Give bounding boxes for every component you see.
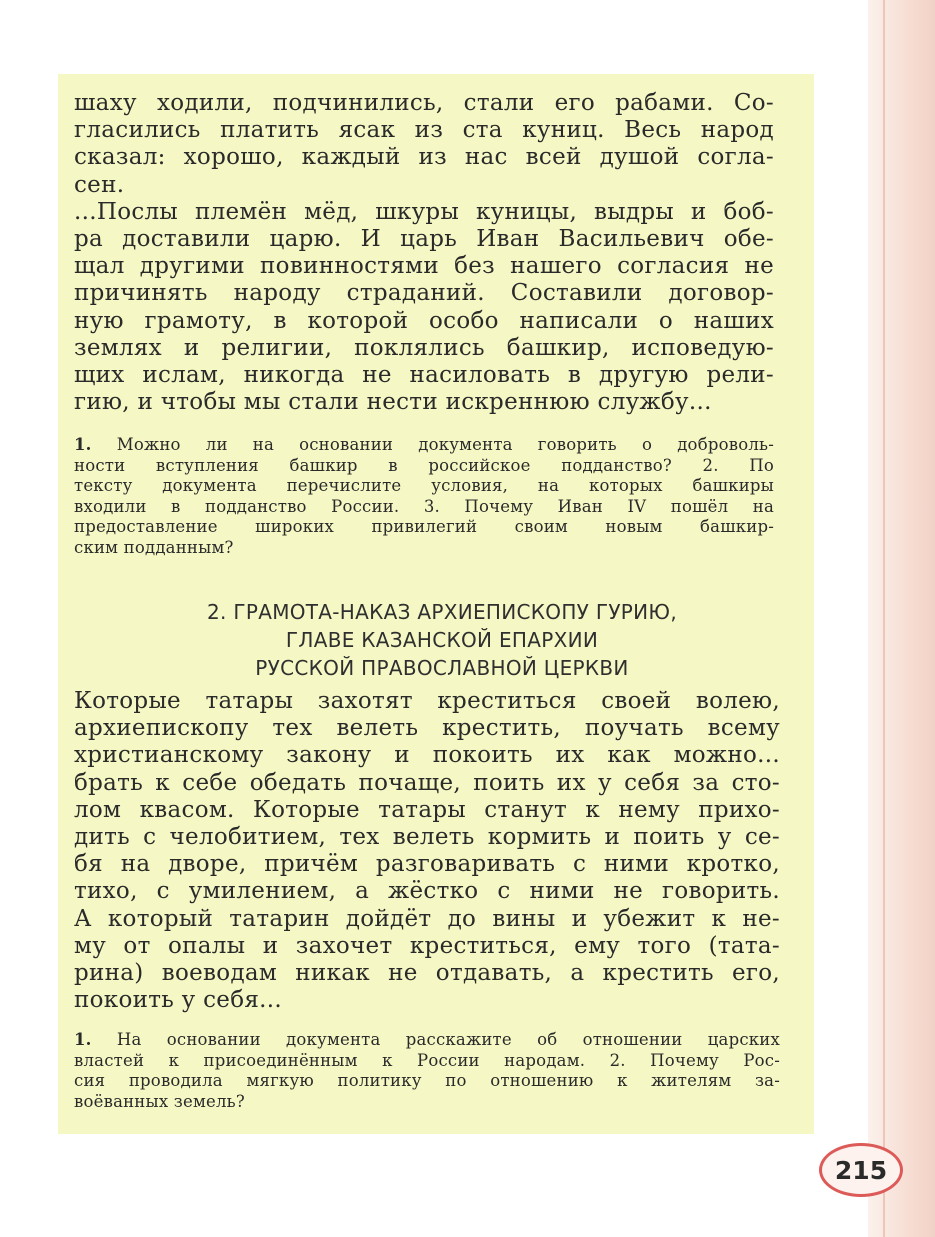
questions-1 [74, 435, 774, 558]
page-edge [868, 0, 935, 1237]
document-1-line: сен. [74, 171, 125, 198]
question-line [74, 435, 774, 456]
document-2-line: рина) воеводам никак не отдавать, а крестить его, [74, 960, 780, 987]
question-number: 1. [74, 1030, 92, 1049]
heading-line: ГЛАВЕ КАЗАНСКОЙ ЕПАРХИИ [285, 628, 599, 652]
document-2-line: дить с челобитием, тех велеть кормить и поить у се- [74, 824, 780, 851]
document-2-text [74, 688, 780, 1014]
document-1-line: гию, и чтобы мы стали нести искреннюю службу... [74, 389, 712, 416]
question-line: ским подданным? [74, 537, 234, 557]
question-line: входили в подданство России. 3. Почему Иван IV пошёл на [74, 496, 774, 516]
question-line: тексту документа перечислите условия, на которых башкиры [74, 476, 774, 495]
question-line: властей к присоединённым к России народам. 2. Почему Рос- [74, 1050, 780, 1070]
document-1-line: щих ислам, никогда не насиловать в другую рели- [74, 362, 774, 389]
document-2-line: христианскому закону и покоить их как можно... [74, 742, 780, 769]
question-line [74, 1030, 780, 1051]
document-2-line: лом квасом. Которые татары станут к нему прихо- [74, 796, 780, 823]
question-line: сия проводила мягкую политику по отношению к жителям за- [74, 1071, 780, 1090]
document-1-line: причинять народу страданий. Составили договор- [74, 280, 774, 307]
question-line: ности вступления башкир в российское подданство? 2. По [74, 455, 774, 475]
question-line: предоставление широких привилегий своим новым башкир- [74, 517, 774, 536]
section-heading [74, 598, 810, 682]
page-number: 215 [819, 1143, 903, 1197]
document-1-line: щал другими повинностями без нашего согласия не [74, 253, 774, 280]
document-2-line: Которые татары захотят креститься своей волею, [74, 688, 780, 714]
document-1-line: сказал: хорошо, каждый из нас всей душой согла- [74, 144, 774, 171]
document-2-line: покоить у себя... [74, 987, 283, 1014]
document-1-line: гласились платить ясак из ста куниц. Весь народ [74, 117, 774, 144]
document-1-line: шаху ходили, подчинились, стали его рабами. Со- [74, 90, 774, 116]
document-2-line: брать к себе обедать почаще, поить их у себя за сто- [74, 769, 780, 796]
heading-line: 2. ГРАМОТА-НАКАЗ АРХИЕПИСКОПУ ГУРИЮ, [207, 600, 677, 624]
question-text: Можно ли на основании документа говорить о доброволь- [116, 435, 774, 454]
document-2-line: му от опалы и захочет креститься, ему того (тата- [74, 932, 780, 959]
document-2-line: архиепископу тех велеть крестить, поучать всему [74, 715, 780, 742]
question-line: воёванных земель? [74, 1091, 245, 1111]
document-2-line: А который татарин дойдёт до вины и убежит к не- [74, 905, 780, 932]
document-2-line: бя на дворе, причём разговаривать с ними кротко, [74, 851, 780, 878]
document-1-line: ную грамоту, в которой особо написали о наших [74, 307, 774, 334]
document-1-text [74, 90, 774, 416]
questions-2 [74, 1030, 780, 1112]
question-text: На основании документа расскажите об отношении царских [116, 1030, 780, 1049]
document-1-line: землях и религии, поклялись башкир, исповедую- [74, 334, 774, 361]
document-1-line: ...Послы племён мёд, шкуры куницы, выдры и боб- [74, 198, 774, 225]
document-2-line: тихо, с умилением, а жёстко с ними не говорить. [74, 878, 780, 905]
page-edge-line [883, 0, 885, 1237]
heading-line: РУССКОЙ ПРАВОСЛАВНОЙ ЦЕРКВИ [255, 656, 629, 680]
document-1-line: ра доставили царю. И царь Иван Васильевич обе- [74, 226, 774, 253]
question-number: 1. [74, 435, 92, 454]
